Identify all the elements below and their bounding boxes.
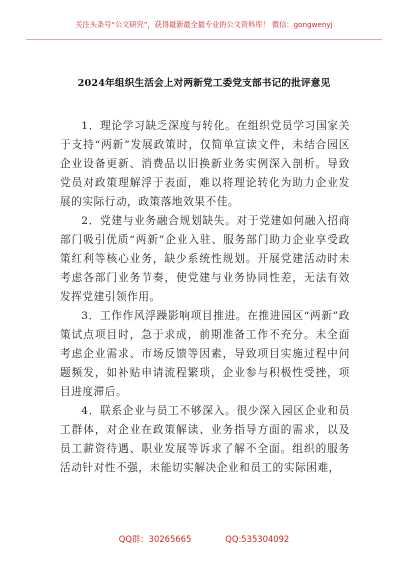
footer-contact (0, 533, 408, 545)
paragraph-3: 3．工作作风浮躁影响项目推进。在推进园区“两新”政策试点项目时，急于求成，前期准备工作不充分。未全面考虑企业需求、市场反馈等因素，导致项目实施过程中问题频发，如补贴申请流程繁琐，企业参与积极性受挫，项目进度滞后。 (60, 310, 350, 398)
document-title: 2024年组织生活会上对两新党工委党支部书记的批评意见 (77, 78, 331, 89)
footer-qq-number: QQ:535304092 (225, 534, 290, 544)
header-note: 关注头条号“公文研究”，获得最新最全最专业的公文资料库！ 微信：gongwenyj (75, 20, 333, 29)
paragraph-2: 2．党建与业务融合规划缺失。对于党建如何融入招商部门吸引优质“两新”企业入驻、服务部门助力企业享受政策红利等核心业务，缺少系统性规划。开展党建活动时未考虑各部门业务节奏，使党建与业务协同性差，无法有效发挥党建引领作用。 (60, 215, 350, 303)
paragraph-4: 4．联系企业与员工不够深入。很少深入园区企业和员工群体，对企业在政策解读、业务指导方面的需求，以及员工薪资待遇、职业发展等诉求了解不全面。组织的服务活动针对性不强，未能切实解决企业和员工的实际困难， (60, 405, 350, 474)
footer-qq-group: QQ群：30265665 (118, 534, 192, 544)
document-body (60, 117, 350, 478)
paragraph-1: 1．理论学习缺乏深度与转化。在组织党员学习国家关于支持“两新”发展政策时，仅简单宣读文件，未结合园区企业设备更新、消费品以旧换新业务实例深入剖析。导致党员对政策理解浮于表面，难以将理论转化为助力企业发展的实际行动，政策落地效果不佳。 (60, 120, 350, 208)
header-divider (26, 39, 382, 40)
